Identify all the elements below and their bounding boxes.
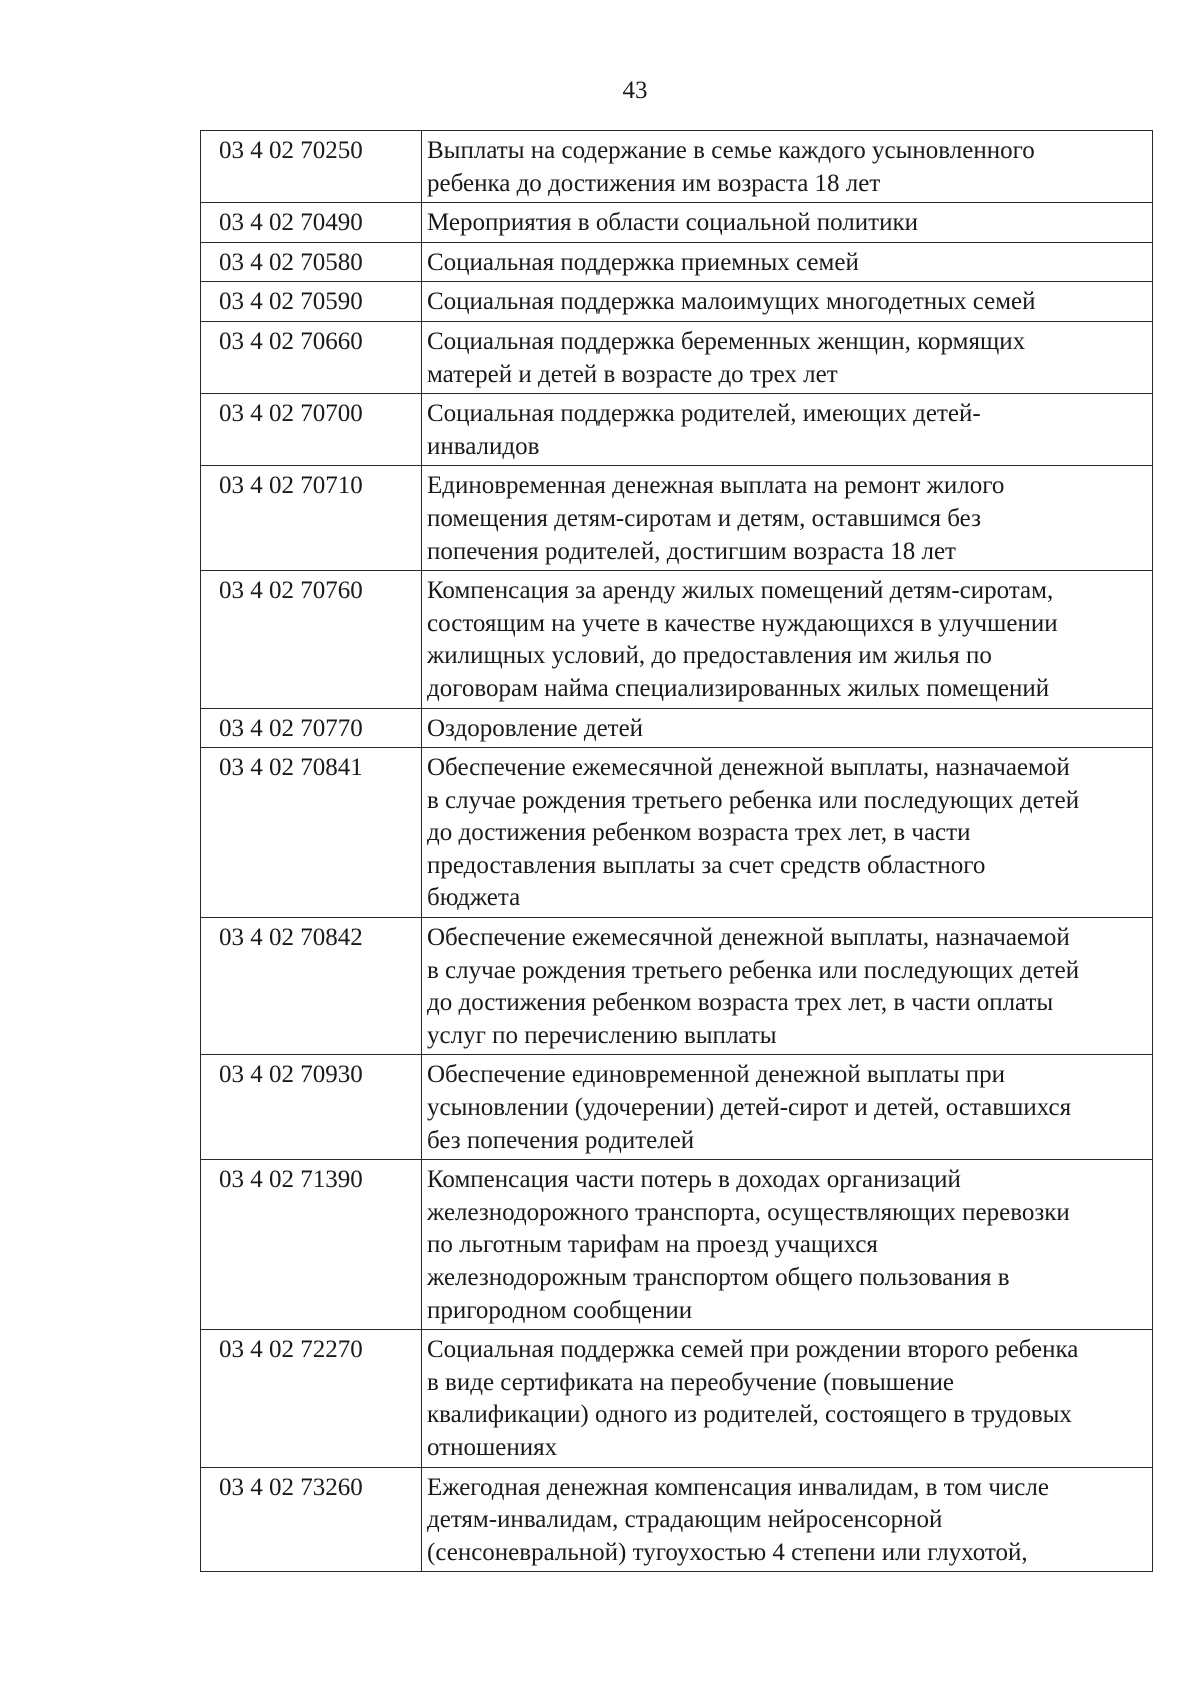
description-line: Единовременная денежная выплата на ремонт жилого [427,472,1005,500]
description-line: Обеспечение единовременной денежной выплаты при [427,1061,1006,1089]
description-line: Ежегодная денежная компенсация инвалидам, в том числе [427,1473,1049,1501]
table-row [201,321,1153,393]
description-line: Социальная поддержка беременных женщин, кормящих [427,327,1026,355]
description-line: услуг по перечислению выплаты [427,1021,777,1049]
code-cell: 03 4 02 70710 [201,466,422,571]
table-row [201,131,1153,203]
code-cell: 03 4 02 71390 [201,1160,422,1330]
code-cell: 03 4 02 70590 [201,282,422,322]
code-cell: 03 4 02 70660 [201,321,422,393]
description-line: детям-инвалидам, страдающим нейросенсорной [427,1506,943,1534]
description-line: предоставления выплаты за счет средств областного [427,851,986,879]
description-line: железнодорожным транспортом общего пользования в [427,1264,1010,1291]
description-line: Социальная поддержка малоимущих многодетных семей [427,288,1036,316]
description-line: Социальная поддержка приемных семей [427,248,859,276]
code-cell: 03 4 02 70580 [201,242,422,282]
description-cell [422,1330,1153,1467]
budget-codes-table [200,130,1153,1572]
table-row [201,466,1153,571]
code-cell: 03 4 02 70490 [201,203,422,243]
description-line: Социальная поддержка семей при рождении второго ребенка [427,1336,1079,1364]
description-cell [422,394,1153,466]
description-line: матерей и детей в возрасте до трех лет [427,360,838,388]
description-line: ребенка до достижения им возраста 18 лет [427,169,881,197]
description-cell [422,1467,1153,1572]
description-cell [422,203,1153,243]
description-cell [422,282,1153,322]
description-line: до достижения ребенком возраста трех лет, в части оплаты [427,989,1054,1017]
description-line: Компенсация части потерь в доходах организаций [427,1166,961,1194]
table-row [201,708,1153,748]
code-cell: 03 4 02 72270 [201,1330,422,1467]
description-cell [422,1160,1153,1330]
table-row [201,1055,1153,1160]
description-line: в виде сертификата на переобучение (повышение [427,1368,954,1396]
description-line: (сенсоневральной) тугоухостью 4 степени или глухотой, [427,1538,1028,1566]
description-line: помещения детям-сиротам и детям, оставшимся без [427,504,981,532]
description-cell [422,242,1153,282]
description-line: инвалидов [427,432,540,460]
table-row [201,242,1153,282]
description-cell [422,131,1153,203]
description-line: по льготным тарифам на проезд учащихся [427,1231,878,1259]
page-number: 43 [622,77,648,104]
code-cell: 03 4 02 70770 [201,708,422,748]
description-line: железнодорожного транспорта, осуществляющих перевозки [427,1198,1070,1226]
description-line: в случае рождения третьего ребенка или последующих детей [427,956,1080,984]
description-line: отношениях [427,1433,558,1461]
description-line: Оздоровление детей [427,714,644,742]
code-cell: 03 4 02 70760 [201,571,422,708]
code-cell: 03 4 02 70841 [201,748,422,918]
table-body [201,131,1153,1572]
table-row [201,203,1153,243]
table-row [201,748,1153,918]
description-cell [422,321,1153,393]
code-cell: 03 4 02 70700 [201,394,422,466]
code-cell: 03 4 02 70250 [201,131,422,203]
table-row [201,918,1153,1055]
table-row [201,1467,1153,1572]
description-cell [422,466,1153,571]
table-row [201,394,1153,466]
description-line: Обеспечение ежемесячной денежной выплаты, назначаемой [427,754,1070,782]
code-cell: 03 4 02 70842 [201,918,422,1055]
description-line: договорам найма специализированных жилых помещений [427,674,1050,702]
table-row [201,282,1153,322]
description-line: пригородном сообщении [427,1296,693,1324]
description-line: Выплаты на содержание в семье каждого усыновленного [427,137,1035,164]
description-line: Мероприятия в области социальной политики [427,209,918,237]
table-row [201,1160,1153,1330]
description-line: до достижения ребенком возраста трех лет, в части [427,819,971,847]
description-cell [422,748,1153,918]
table-row [201,571,1153,708]
description-line: Обеспечение ежемесячной денежной выплаты, назначаемой [427,924,1070,952]
description-cell [422,708,1153,748]
description-line: Компенсация за аренду жилых помещений детям-сиротам, [427,577,1054,605]
description-line: попечения родителей, достигшим возраста 18 лет [427,537,956,565]
table-row [201,1330,1153,1467]
description-cell [422,918,1153,1055]
description-line: Социальная поддержка родителей, имеющих детей- [427,400,981,428]
code-cell: 03 4 02 73260 [201,1467,422,1572]
description-cell [422,1055,1153,1160]
description-line: бюджета [427,884,521,912]
description-cell [422,571,1153,708]
description-line: усыновлении (удочерении) детей-сирот и детей, оставшихся [427,1094,1072,1122]
description-line: квалификации) одного из родителей, состоящего в трудовых [427,1401,1072,1429]
description-line: состоящим на учете в качестве нуждающихся в улучшении [427,609,1058,637]
description-line: в случае рождения третьего ребенка или последующих детей [427,786,1080,814]
description-line: жилищных условий, до предоставления им жилья по [427,642,992,670]
code-cell: 03 4 02 70930 [201,1055,422,1160]
description-line: без попечения родителей [427,1126,695,1154]
